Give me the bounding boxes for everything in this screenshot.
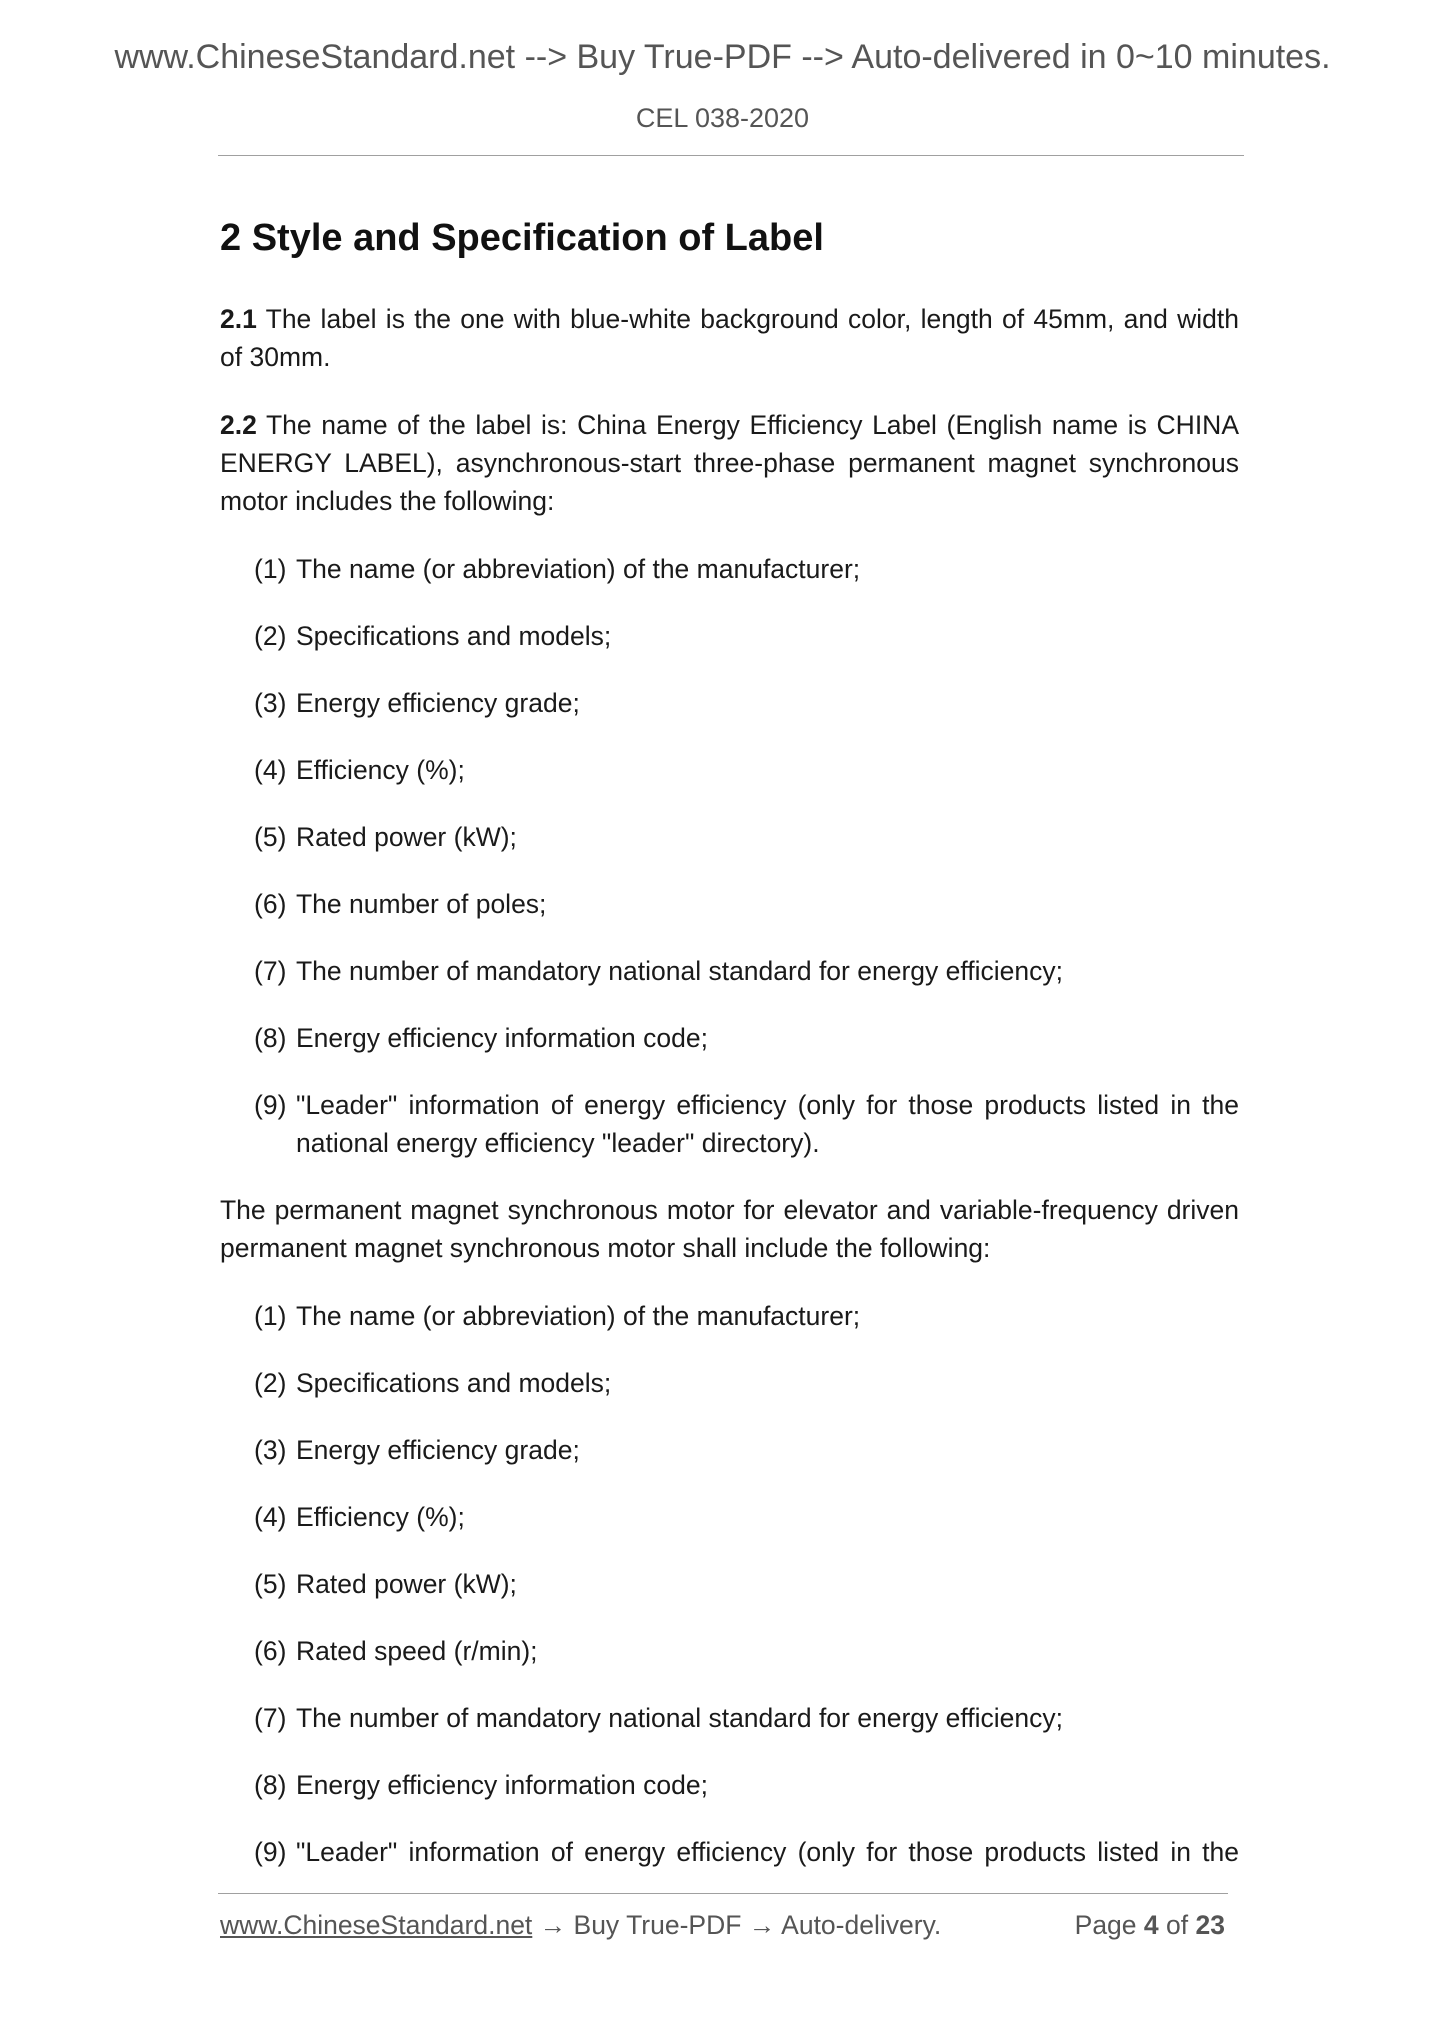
- list-item-text: Rated power (kW);: [296, 822, 517, 852]
- list-item-text: "Leader" information of energy efficiency (only for those products listed in the: [296, 1837, 1239, 1867]
- list-marker: (5): [254, 822, 287, 852]
- page-word: Page: [1074, 1910, 1137, 1940]
- list-marker: (3): [254, 688, 287, 718]
- list-item: [254, 1297, 1239, 1335]
- list-item: [254, 751, 1239, 789]
- list-marker: (3): [254, 1435, 287, 1465]
- list-marker: (9): [254, 1837, 287, 1867]
- list-item: [254, 1431, 1239, 1469]
- list-marker: (5): [254, 1569, 287, 1599]
- of-word: of: [1166, 1910, 1189, 1940]
- list-item-text: The name (or abbreviation) of the manufacturer;: [296, 1301, 861, 1331]
- clause-text: The name of the label is: China Energy Efficiency Label (English name is CHINA ENERGY LABEL), asynchronous-start three-phase permanent magnet synchronous motor includes the following:: [220, 410, 1239, 516]
- page-total: 23: [1195, 1910, 1225, 1940]
- list-marker: (7): [254, 1703, 287, 1733]
- footer-divider: [218, 1893, 1228, 1894]
- list-item: [254, 952, 1239, 990]
- async-motor-items-list: [220, 550, 1239, 1162]
- standard-code: CEL 038-2020: [635, 103, 810, 133]
- list-marker: (8): [254, 1023, 287, 1053]
- list-marker: (7): [254, 956, 287, 986]
- list-item-text: Efficiency (%);: [296, 755, 465, 785]
- list-item-text: "Leader" information of energy efficiency (only for those products listed in the national energy efficiency "leader" directory).: [296, 1090, 1239, 1158]
- list-item: [254, 1766, 1239, 1804]
- list-item: [254, 1086, 1239, 1162]
- list-item: [254, 617, 1239, 655]
- list-item: [254, 885, 1239, 923]
- footer-promo: [220, 1910, 941, 1941]
- list-item-text: The number of mandatory national standard for energy efficiency;: [296, 956, 1063, 986]
- list-item-text: Specifications and models;: [296, 621, 612, 651]
- list-item: [254, 1699, 1239, 1737]
- list-marker: (4): [254, 1502, 287, 1532]
- list-item: [254, 1498, 1239, 1536]
- list-marker: (8): [254, 1770, 287, 1800]
- page-footer: [220, 1910, 1225, 1941]
- list-item-text: Energy efficiency information code;: [296, 1770, 708, 1800]
- list-marker: (2): [254, 621, 287, 651]
- list-item: [254, 1565, 1239, 1603]
- list-item-text: The number of mandatory national standard for energy efficiency;: [296, 1703, 1063, 1733]
- paragraph-elevator-motor: The permanent magnet synchronous motor for elevator and variable-frequency driven permanent magnet synchronous motor shall include the following:: [220, 1195, 1239, 1263]
- list-item: [254, 1019, 1239, 1057]
- footer-site-link[interactable]: www.ChineseStandard.net: [220, 1910, 533, 1940]
- list-item-text: Rated power (kW);: [296, 1569, 517, 1599]
- list-item: [254, 1364, 1239, 1402]
- footer-promo-text: → Buy True-PDF → Auto-delivery.: [532, 1910, 942, 1940]
- clause-number: 2.2: [220, 410, 257, 440]
- list-marker: (9): [254, 1090, 287, 1120]
- list-item: [254, 1833, 1239, 1871]
- list-item: [254, 684, 1239, 722]
- header-divider: [218, 155, 1244, 156]
- clause-number: 2.1: [220, 304, 257, 334]
- elevator-motor-items-list: [220, 1297, 1239, 1871]
- list-item-text: Energy efficiency grade;: [296, 688, 580, 718]
- clause-text: The label is the one with blue-white background color, length of 45mm, and width of 30mm.: [220, 304, 1239, 372]
- list-item-text: Rated speed (r/min);: [296, 1636, 538, 1666]
- paragraph-2-1: [220, 300, 1239, 376]
- list-item: [254, 550, 1239, 588]
- list-item: [254, 1632, 1239, 1670]
- list-item-text: Energy efficiency information code;: [296, 1023, 708, 1053]
- list-marker: (1): [254, 554, 287, 584]
- list-item-text: Energy efficiency grade;: [296, 1435, 580, 1465]
- page-body: [220, 210, 1239, 1900]
- list-marker: (4): [254, 755, 287, 785]
- list-item-text: The name (or abbreviation) of the manufacturer;: [296, 554, 861, 584]
- list-item-text: Efficiency (%);: [296, 1502, 465, 1532]
- list-marker: (1): [254, 1301, 287, 1331]
- section-heading: 2 Style and Specification of Label: [220, 217, 824, 259]
- list-marker: (2): [254, 1368, 287, 1398]
- page-indicator: [1075, 1910, 1225, 1941]
- list-marker: (6): [254, 1636, 287, 1666]
- page-current: 4: [1143, 1910, 1159, 1940]
- top-banner: www.ChineseStandard.net --> Buy True-PDF --> Auto-delivered in 0~10 minutes.: [114, 38, 1331, 76]
- list-marker: (6): [254, 889, 287, 919]
- paragraph-2-2: [220, 406, 1239, 520]
- list-item-text: The number of poles;: [296, 889, 547, 919]
- list-item: [254, 818, 1239, 856]
- list-item-text: Specifications and models;: [296, 1368, 612, 1398]
